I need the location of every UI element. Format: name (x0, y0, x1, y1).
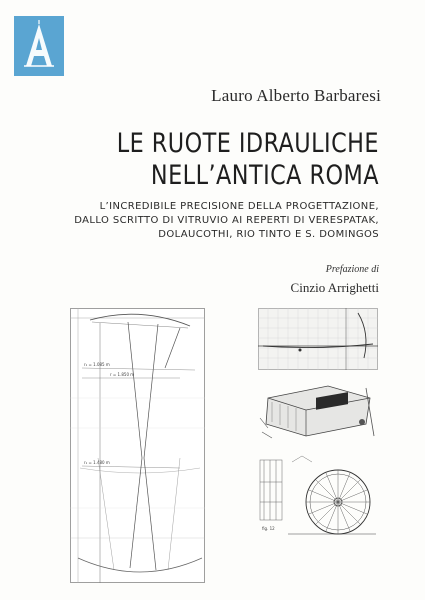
graph-paper-drawing (258, 308, 378, 370)
book-subtitle (39, 200, 379, 242)
svg-text:r₁ = 1.480 m: r₁ = 1.480 m (84, 460, 110, 465)
subtitle-line: DOLAUCOTHI, RIO TINTO E S. DOMINGOS (158, 229, 379, 240)
subtitle-line: L’INCREDIBILE PRECISIONE DELLA PROGETTAZIONE, (99, 201, 379, 212)
wheel-fragment-drawing (258, 378, 376, 442)
author-name: Lauro Alberto Barbaresi (211, 86, 381, 105)
preface-author: Cinzio Arrighetti (290, 280, 379, 295)
aracne-a-logo-icon (14, 16, 64, 76)
publisher-logo (14, 16, 64, 76)
wheel-elevation-drawing (258, 452, 378, 542)
svg-text:fig. 12: fig. 12 (262, 526, 275, 531)
svg-text:r₁ = 1.085 m: r₁ = 1.085 m (84, 362, 110, 367)
subtitle-line: DALLO SCRITTO DI VITRUVIO AI REPERTI DI VERESPATAK, (74, 215, 379, 226)
book-title (39, 128, 379, 192)
svg-text:r = 1.850 m: r = 1.850 m (110, 372, 135, 377)
water-wheel-drawing-left (70, 308, 205, 583)
preface-label: Prefazione di (325, 264, 379, 275)
title-line: NELL’ANTICA ROMA (150, 160, 379, 191)
title-line: LE RUOTE IDRAULICHE (116, 128, 380, 159)
